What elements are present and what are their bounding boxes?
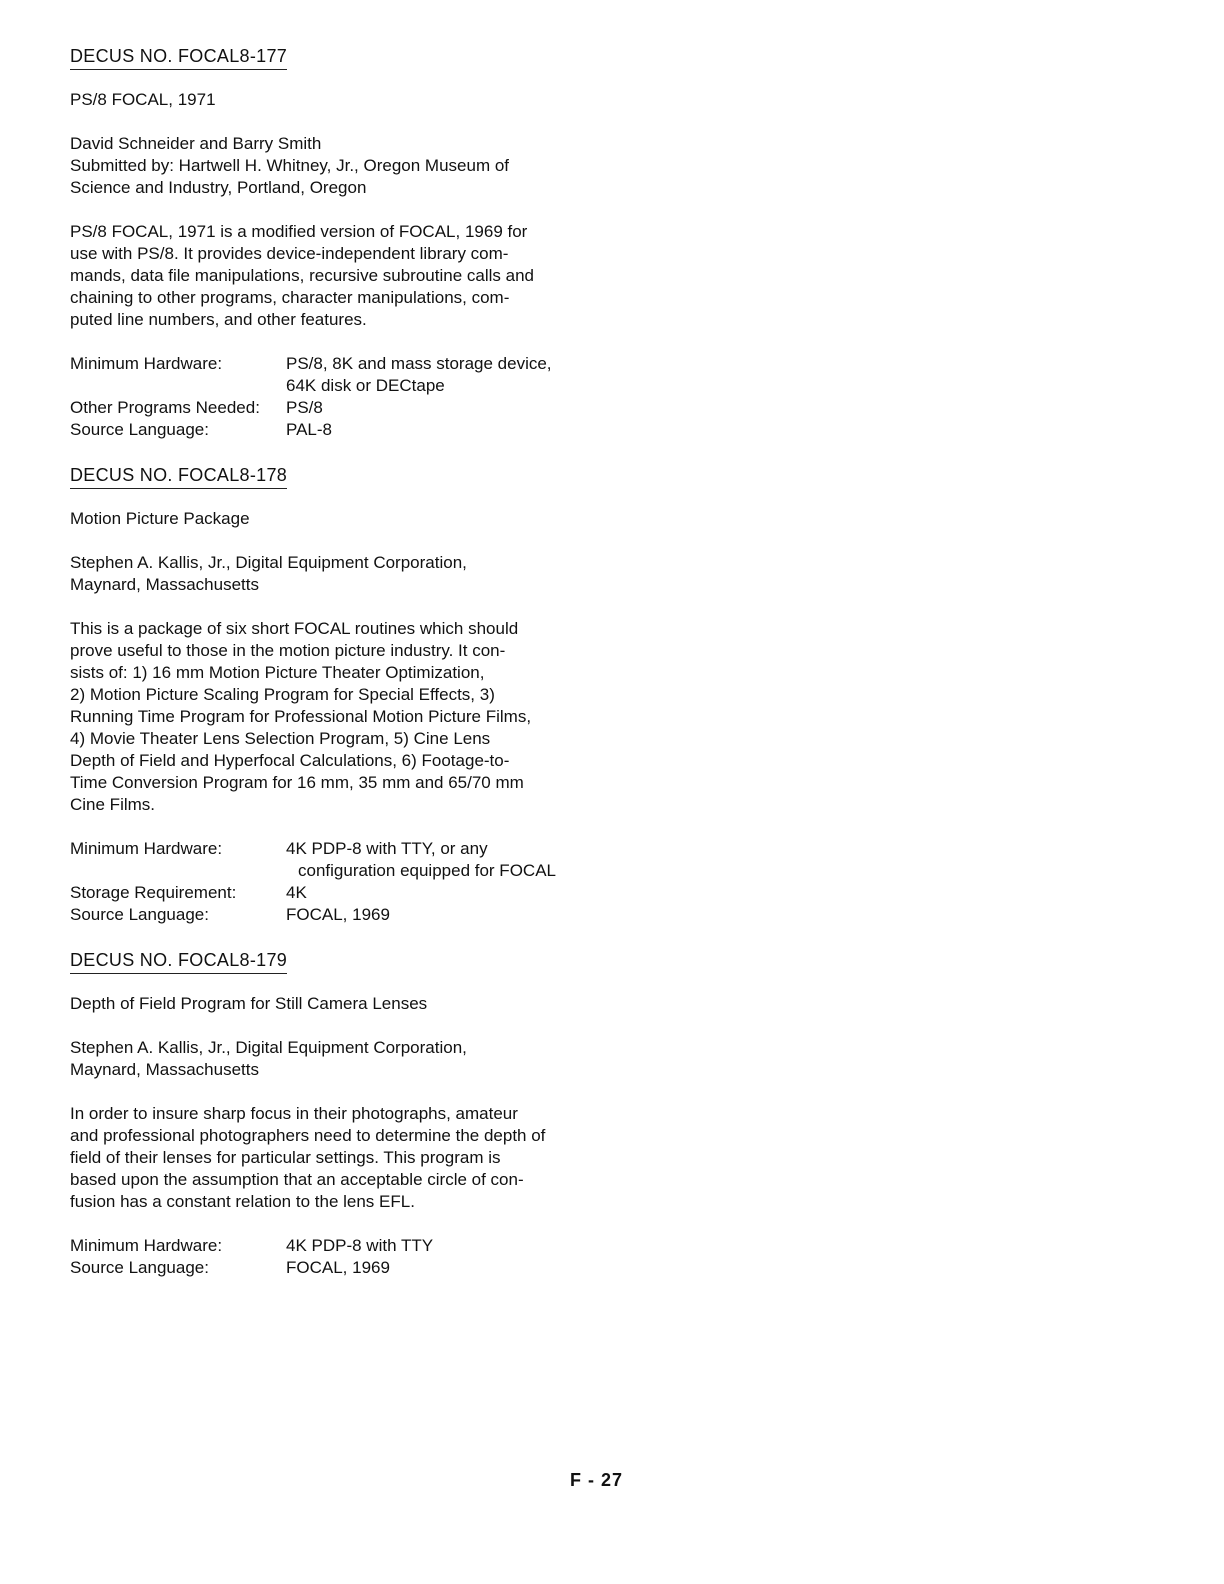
program-title: PS/8 FOCAL, 1971 [70,90,216,109]
spec-label: Minimum Hardware: [70,354,223,373]
author-block [70,552,610,596]
spec-row [70,419,552,441]
program-description [70,1103,610,1213]
specs-table [70,838,556,926]
program-description [70,221,610,331]
author-block [70,1037,610,1081]
decus-number: DECUS NO. FOCAL8-177 [70,44,287,70]
spec-row [70,882,556,904]
author-line: Maynard, Massachusetts [70,1060,259,1079]
spec-label: Minimum Hardware: [70,1236,223,1255]
spec-value: PAL-8 [286,420,332,439]
specs-table [70,1235,433,1279]
description-line: 4) Movie Theater Lens Selection Program, 5) Cine Lens [70,729,491,748]
spec-row [70,904,556,926]
spec-row [70,353,552,397]
spec-row [70,838,556,882]
spec-row [70,1235,433,1257]
program-title: Motion Picture Package [70,509,250,528]
spec-value: 4K PDP-8 with TTY [286,1236,434,1255]
spec-value [286,838,556,882]
catalog-entry-focal8-177 [70,44,610,441]
spec-label: Source Language: [70,1258,209,1277]
spec-value-line: PS/8, 8K and mass storage device, [286,354,552,373]
spec-value-line: configuration equipped for FOCAL [298,861,556,880]
description-line: chaining to other programs, character manipulations, com- [70,288,510,307]
specs-table [70,353,552,441]
description-line: fusion has a constant relation to the lens EFL. [70,1192,415,1211]
description-line: sists of: 1) 16 mm Motion Picture Theater Optimization, [70,663,485,682]
spec-label: Source Language: [70,905,209,924]
description-line: Time Conversion Program for 16 mm, 35 mm and 65/70 mm [70,773,524,792]
description-line: based upon the assumption that an acceptable circle of con- [70,1170,524,1189]
page-number: F - 27 [570,1470,624,1490]
description-line: prove useful to those in the motion picture industry. It con- [70,641,506,660]
description-line: field of their lenses for particular settings. This program is [70,1148,501,1167]
author-line: Stephen A. Kallis, Jr., Digital Equipment Corporation, [70,553,467,572]
description-line: Depth of Field and Hyperfocal Calculations, 6) Footage-to- [70,751,510,770]
spec-value-line: 64K disk or DECtape [286,376,445,395]
author-line: Maynard, Massachusetts [70,575,259,594]
catalog-column [70,44,610,1301]
author-line: David Schneider and Barry Smith [70,134,322,153]
spec-label: Minimum Hardware: [70,839,223,858]
program-title: Depth of Field Program for Still Camera Lenses [70,994,428,1013]
spec-value-line: 4K PDP-8 with TTY, or any [286,839,488,858]
description-line: puted line numbers, and other features. [70,310,367,329]
program-description [70,618,610,816]
spec-label: Other Programs Needed: [70,398,260,417]
description-line: mands, data file manipulations, recursive subroutine calls and [70,266,534,285]
catalog-entry-focal8-178 [70,463,610,926]
spec-value [286,353,552,397]
spec-label: Storage Requirement: [70,883,237,902]
spec-value: FOCAL, 1969 [286,905,390,924]
spec-value: PS/8 [286,398,323,417]
description-line: 2) Motion Picture Scaling Program for Special Effects, 3) [70,685,495,704]
description-line: Cine Films. [70,795,156,814]
spec-row [70,397,552,419]
spec-label: Source Language: [70,420,209,439]
author-line: Submitted by: Hartwell H. Whitney, Jr., Oregon Museum of [70,156,510,175]
author-line: Science and Industry, Portland, Oregon [70,178,367,197]
spec-value: FOCAL, 1969 [286,1258,390,1277]
description-line: and professional photographers need to determine the depth of [70,1126,546,1145]
spec-row [70,1257,433,1279]
author-line: Stephen A. Kallis, Jr., Digital Equipment Corporation, [70,1038,467,1057]
description-line: In order to insure sharp focus in their photographs, amateur [70,1104,518,1123]
description-line: This is a package of six short FOCAL routines which should [70,619,519,638]
spec-value: 4K [286,883,307,902]
description-line: PS/8 FOCAL, 1971 is a modified version of FOCAL, 1969 for [70,222,528,241]
decus-number: DECUS NO. FOCAL8-179 [70,948,287,974]
decus-number: DECUS NO. FOCAL8-178 [70,463,287,489]
catalog-entry-focal8-179 [70,948,610,1279]
author-block [70,133,610,199]
description-line: Running Time Program for Professional Motion Picture Films, [70,707,532,726]
description-line: use with PS/8. It provides device-independent library com- [70,244,509,263]
